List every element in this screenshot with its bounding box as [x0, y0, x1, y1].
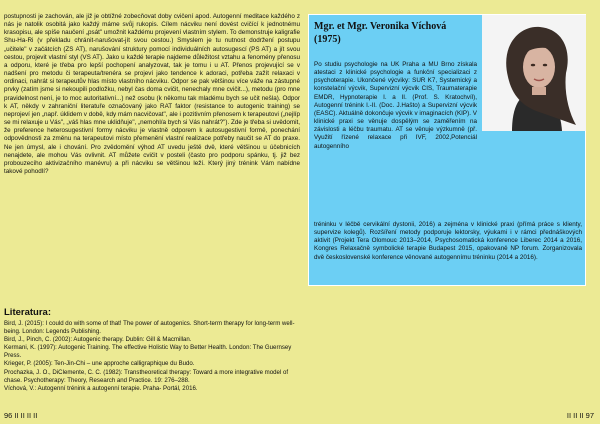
references-title: Literatura: [4, 307, 51, 318]
reference-item: Bird, J., Pinch, C. (2002): Autogenic therapy. Dublin: Gill & Macmillan. [4, 336, 192, 344]
reference-item: Bird, J. (2015): I could do with some of that! The power of autogenics. Short-term therapy for long-term well-being. London: Legends Publishing. [4, 320, 295, 336]
reference-item: Víchová, V.: Autogenní trénink a autogenní terapie. Praha- Portál, 2016. [4, 384, 198, 392]
author-photo [482, 15, 586, 131]
page-number-left: 96 II II II II [4, 411, 38, 420]
bio-text-top: Po studiu psychologie na UK Praha a MU Brno získala atestaci z klinické psychologie a funkční specializaci z psychoterapie. Ukončené výcviky: SUR K7, Systemický a konstelační výcvik, Supervizní výcvik CIS, Traumaterapie EMDR, Hypnoterapie I. a II. (Prof. S. Kratochvíl), Autogenní trénink I.-II. (Doc. J.Hašto) a Supervizní výcvik (EASC). Aktuálně dokončuje výcvik v imaginacích (KIP). V klinické praxi se věnuje dospělým se zaměřením na závislosti a léčbu traumatu. AT se věnuje výzkumně (př. Využití řízené relaxace při IVF, 2002,Potenciál autogenního [314, 61, 477, 150]
bio-text-bottom: tréninku v léčbě cervikální dystonii, 2016) a zejména v klinické praxi (přímá práce s klienty, supervize kolegů). Rozšíření metody podporuje lektorsky, výukami i v rámci přednáškových aktivit (Projekt Tera Olomouc 2013–2014, Psychosomatická konference Liberec 2014 a 2016, Kongres Relaxačně symbolické terapie Budapest 2015, opakovaně NP forum. Zorganizovala dvě československé konference věnované autogennímu tréninku (2014 a 2016). [314, 221, 582, 261]
reference-item: Kermani, K. (1997): Autogenic Training. The effective Holistic Way to Better Health. London: The Guernsey Press. [4, 344, 292, 360]
author-name: Mgr. et Mgr. Veronika Víchová (1975) [314, 21, 447, 45]
author-bio-box [308, 14, 586, 286]
reference-item: Krieger, P. (2005): Ten-Jin-Chi – une approche calligraphique du Budo. [4, 360, 195, 368]
main-column [4, 13, 300, 176]
page-number-right: II II II 97 [566, 411, 594, 420]
references-list [4, 320, 298, 393]
reference-item: Prochazka, J. O., DiClemente, C. C. (1982): Transtheoretical therapy: Toward a more integrative model of chase. Psychotherapy: Theory, Research and Practice. 19: 276–288. [4, 368, 289, 384]
portrait-image [482, 15, 586, 131]
main-body-text: postupnosti je zachován, ale již je obtížné zobecňovat doby cvičení apod. Autogenní meditace každého z nás je natolik osobitá jako každý máme svůj rukopis. Cílem nácviku není dovést cvičící k jednotnému krasopisu, ale spíše naučení „psát" umožnit každému projevení vlastním stylem. To demonstruje kaligrafie Shu-Ha-Ri (v překladu chránit-narušovat-jít svou cestou.) Smyslem je tu nutnost dodržení postupu „učitele" v začátcích (ZS AT), narušování struktury pomocí individuálních autosugescí (PS AT) a jít svou cestou, projevit vlastní styl (VS AT). Jako u každé terapie najdeme důležitost vztahu a fenomény přenosu a odporu, které je třeba pro lepší pochopení analyzovat, tak je tomu i u AT. Přenos projevující se v nadšení pro metodu či terapeuta/trenéra se projeví jako tendence k adoraci, potřeba zažít relaxaci v ordinaci, nahrát si terapeutův hlas místo vlastního nácviku. Odpor se pak většinou více váže na zástupné prvky (zatím jsme si nekoupili podložku, nebyl čas doma cvičit, nenechaly mne cvičit...), metodu (pro mne pravidelnost není, je to moc autoritativní...) než osobu (k někomu tak mladému bych se učit nešla). Odpor k AT, někdy v zahraniční literatuře označovaný jako RAT faktor (resistance to autogenic training) se neprojeví jen „např. úklidem v době, kdy mám nacvičovat", ale i pozitivním přenosem k terapeutovi („nejlíp se mi relaxuje u Vás", „váš hlas mne uklidňuje", „nemohl/a bych si Vás nahrát?"). Zde je třeba si uvědomit, že preference heterosugestivní formy nácviku je vlastně odporem k autosugestivní formě, ponechání odpovědnosti za změnu na terapeutovi místo přemenění vlastní realizace potřeby naučit se AT do praxe. Ne jen úmysl, ale i chování. Pro zvědomění výhod AT uvedu ještě dvě, které většinou u účebnicích nenajdete, ale mohou Vás ovlivnit. AT můžete cvičit v posteli (často pro podporu spánku, tj. již bez probouzecího aktivizačního manévru) a při nácviku se většinou leží. Který jiný trénink Vám nabídne takové pohodlí? [4, 13, 300, 175]
